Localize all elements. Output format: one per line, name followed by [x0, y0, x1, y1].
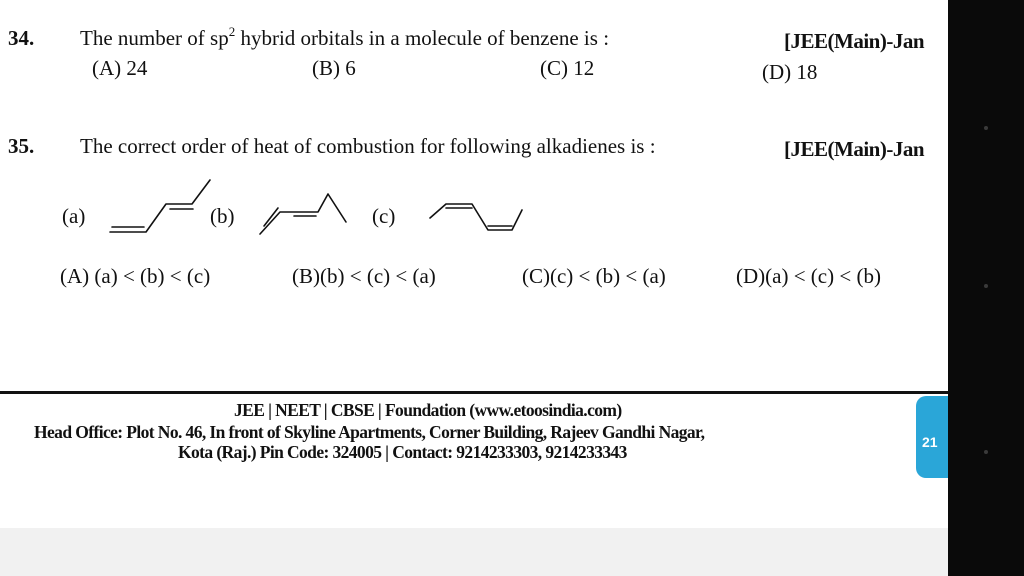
- question-34-option-b: (B) 6: [312, 56, 356, 80]
- question-35-option-b: (B)(b) < (c) < (a): [292, 264, 436, 288]
- footer-address-line: Head Office: Plot No. 46, In front of Skyline Apartments, Corner Building, Rajeev Gandhi Nagar,: [34, 422, 705, 442]
- bottom-shadow-band: [0, 528, 948, 576]
- structure-c-label: (c): [372, 204, 396, 228]
- superscript-2: 2: [228, 24, 236, 39]
- footer-website-line: JEE | NEET | CBSE | Foundation (www.etoosindia.com): [234, 400, 622, 420]
- footer-divider: [0, 391, 948, 394]
- question-35-option-c: (C)(c) < (b) < (a): [522, 264, 666, 288]
- question-35-text: The correct order of heat of combustion for following alkadienes is :: [80, 134, 656, 158]
- question-34-text: [80, 24, 610, 50]
- page-number: 21: [922, 434, 938, 450]
- side-dot-3: [984, 450, 988, 454]
- question-34-option-a: (A) 24: [92, 56, 148, 80]
- question-34-exam-tag: [JEE(Main)-Jan: [784, 29, 924, 53]
- side-black-bar: [948, 0, 1024, 576]
- question-34-text-part2: hybrid orbitals in a molecule of benzene is :: [235, 26, 610, 50]
- question-35-number: 35.: [8, 134, 35, 158]
- question-34-option-c: (C) 12: [540, 56, 595, 80]
- structure-a-diene-icon: [100, 172, 220, 242]
- question-35-option-d: (D)(a) < (c) < (b): [736, 264, 881, 288]
- question-35-exam-tag: [JEE(Main)-Jan: [784, 137, 924, 161]
- structure-a-label: (a): [62, 204, 86, 228]
- question-34-number: 34.: [8, 26, 35, 50]
- structure-b-diene-icon: [252, 186, 362, 242]
- structure-b-label: (b): [210, 204, 235, 228]
- question-34-text-part1: The number of sp: [80, 26, 229, 50]
- question-34-option-d: (D) 18: [762, 60, 818, 84]
- footer-contact-line: Kota (Raj.) Pin Code: 324005 | Contact: 9214233303, 9214233343: [178, 442, 627, 462]
- side-dot-1: [984, 126, 988, 130]
- question-35-option-a: (A) (a) < (b) < (c): [60, 264, 211, 288]
- structure-c-diene-icon: [424, 190, 534, 246]
- side-dot-2: [984, 284, 988, 288]
